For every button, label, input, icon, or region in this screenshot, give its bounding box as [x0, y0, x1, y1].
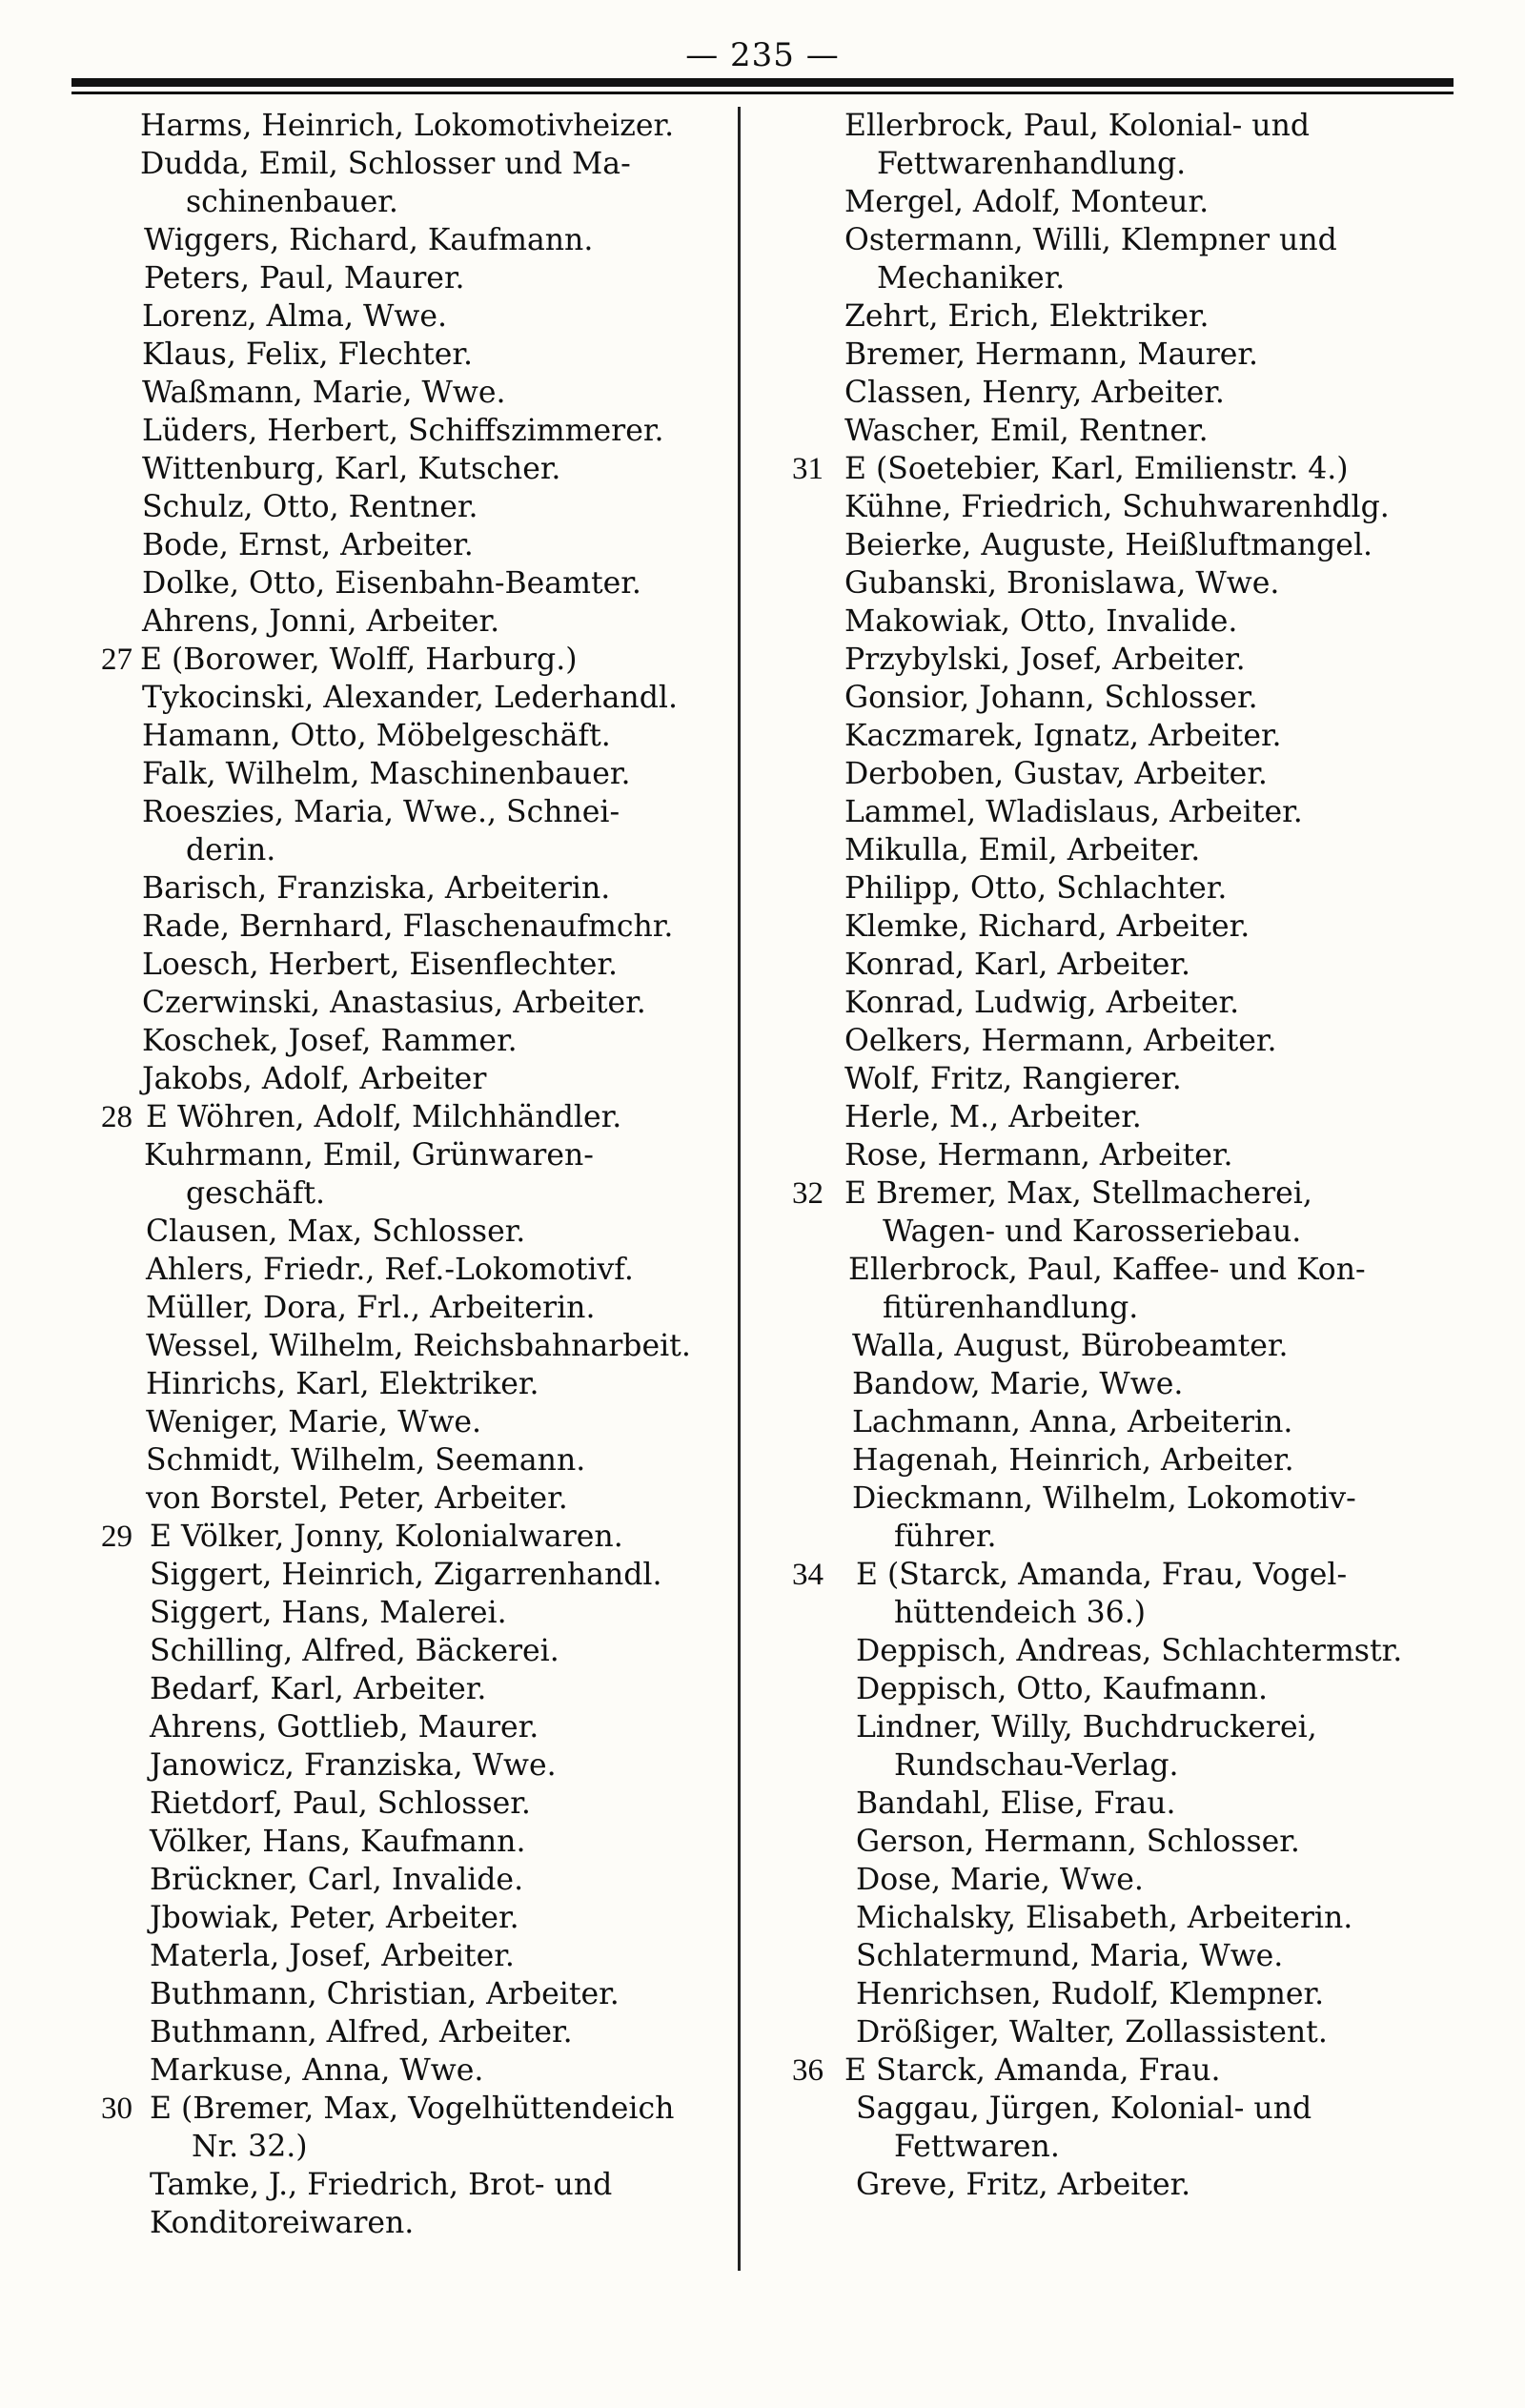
resident-entry: Peters, Paul, Maurer. — [144, 261, 465, 296]
directory-line — [782, 1823, 1439, 1861]
resident-entry: Bode, Ernst, Arbeiter. — [142, 528, 474, 562]
resident-entry: Schulz, Otto, Rentner. — [142, 490, 478, 524]
directory-line — [782, 107, 1439, 145]
directory-line — [782, 2166, 1439, 2204]
directory-line — [91, 1136, 729, 1174]
resident-entry: Lammel, Wladislaus, Arbeiter. — [844, 795, 1303, 829]
resident-entry: Deppisch, Andreas, Schlachtermstr. — [856, 1634, 1403, 1668]
directory-line — [782, 908, 1439, 946]
directory-line — [782, 1861, 1439, 1899]
resident-entry: Ahrens, Gottlieb, Maurer. — [150, 1710, 539, 1745]
resident-entry: Deppisch, Otto, Kaufmann. — [856, 1672, 1269, 1706]
directory-line — [782, 183, 1439, 221]
directory-line — [91, 755, 729, 793]
directory-line — [91, 1899, 729, 1937]
resident-entry: Barisch, Franziska, Arbeiterin. — [142, 871, 611, 906]
resident-entry: hüttendeich 36.) — [894, 1596, 1147, 1630]
resident-entry: Clausen, Max, Schlosser. — [146, 1214, 526, 1249]
directory-line — [91, 679, 729, 717]
resident-entry: Herle, M., Arbeiter. — [844, 1100, 1142, 1134]
resident-entry: Harms, Heinrich, Lokomotivheizer. — [140, 109, 675, 143]
directory-line — [782, 1479, 1439, 1518]
directory-line — [782, 1594, 1439, 1632]
resident-entry: geschäft. — [186, 1176, 326, 1211]
resident-entry: E Wöhren, Adolf, Milchhändler. — [146, 1100, 622, 1134]
directory-line — [782, 1518, 1439, 1556]
directory-line — [91, 1861, 729, 1899]
directory-line — [782, 564, 1439, 602]
resident-entry: Dolke, Otto, Eisenbahn-Beamter. — [142, 566, 641, 601]
resident-entry: E (Starck, Amanda, Frau, Vogel- — [856, 1558, 1348, 1592]
directory-line — [782, 602, 1439, 641]
resident-entry: Zehrt, Erich, Elektriker. — [844, 299, 1210, 334]
directory-line — [91, 1518, 729, 1556]
header-rule-thin — [71, 92, 1454, 94]
directory-line — [91, 1708, 729, 1746]
resident-entry: Jbowiak, Peter, Arbeiter. — [150, 1901, 519, 1935]
resident-entry: Rundschau-Verlag. — [894, 1748, 1179, 1783]
resident-entry: Ostermann, Willi, Klempner und — [844, 223, 1337, 257]
directory-line — [91, 946, 729, 984]
resident-entry: Rose, Hermann, Arbeiter. — [844, 1138, 1233, 1173]
directory-line — [91, 374, 729, 412]
resident-entry: Siggert, Heinrich, Zigarrenhandl. — [150, 1558, 662, 1592]
directory-line — [782, 793, 1439, 831]
resident-entry: Bremer, Hermann, Maurer. — [844, 337, 1259, 372]
directory-line — [782, 679, 1439, 717]
directory-line — [782, 1098, 1439, 1136]
directory-line — [91, 1098, 729, 1136]
resident-entry: Tykocinski, Alexander, Lederhandl. — [142, 681, 678, 715]
resident-entry: derin. — [186, 833, 276, 867]
resident-entry: E Bremer, Max, Stellmacherei, — [844, 1176, 1312, 1211]
directory-line — [782, 1746, 1439, 1785]
resident-entry: Oelkers, Hermann, Arbeiter. — [844, 1024, 1277, 1058]
resident-entry: Loesch, Herbert, Eisenflechter. — [142, 948, 619, 982]
directory-line — [91, 145, 729, 183]
directory-line — [91, 1441, 729, 1479]
resident-entry: Michalsky, Elisabeth, Arbeiterin. — [856, 1901, 1353, 1935]
directory-line — [782, 450, 1439, 488]
resident-entry: Müller, Dora, Frl., Arbeiterin. — [146, 1291, 596, 1325]
resident-entry: E (Bremer, Max, Vogelhüttendeich — [150, 2092, 675, 2126]
resident-entry: Fettwarenhandlung. — [877, 147, 1187, 181]
directory-line — [782, 755, 1439, 793]
directory-line — [91, 1937, 729, 1975]
directory-line — [782, 1632, 1439, 1670]
resident-entry: Hamann, Otto, Möbelgeschäft. — [142, 719, 611, 753]
house-number: 34 — [792, 1558, 824, 1592]
directory-line — [91, 259, 729, 297]
resident-entry: von Borstel, Peter, Arbeiter. — [146, 1481, 568, 1516]
directory-line — [91, 1289, 729, 1327]
house-number: 29 — [101, 1520, 132, 1554]
resident-entry: Völker, Hans, Kaufmann. — [150, 1825, 526, 1859]
directory-line — [782, 336, 1439, 374]
resident-entry: Wessel, Wilhelm, Reichsbahnarbeit. — [146, 1329, 691, 1363]
directory-line — [782, 221, 1439, 259]
directory-line — [782, 1708, 1439, 1746]
resident-entry: Falk, Wilhelm, Maschinenbauer. — [142, 757, 631, 791]
directory-line — [782, 488, 1439, 526]
house-number: 27 — [101, 643, 132, 677]
resident-entry: Walla, August, Bürobeamter. — [852, 1329, 1289, 1363]
directory-line — [782, 259, 1439, 297]
resident-entry: Wagen- und Karosseriebau. — [883, 1214, 1302, 1249]
resident-entry: fitürenhandlung. — [883, 1291, 1139, 1325]
resident-entry: Henrichsen, Rudolf, Klempner. — [856, 1977, 1325, 2011]
resident-entry: Saggau, Jürgen, Kolonial- und — [856, 2092, 1312, 2126]
resident-entry: Klemke, Richard, Arbeiter. — [844, 909, 1250, 944]
directory-line — [91, 1479, 729, 1518]
resident-entry: Bedarf, Karl, Arbeiter. — [150, 1672, 487, 1706]
directory-line — [782, 1899, 1439, 1937]
directory-line — [91, 831, 729, 869]
directory-line — [91, 793, 729, 831]
directory-line — [782, 641, 1439, 679]
resident-entry: Konrad, Ludwig, Arbeiter. — [844, 986, 1240, 1020]
directory-line — [91, 2128, 729, 2166]
resident-entry: Czerwinski, Anastasius, Arbeiter. — [142, 986, 646, 1020]
directory-line — [782, 412, 1439, 450]
resident-entry: Siggert, Hans, Malerei. — [150, 1596, 507, 1630]
resident-entry: Brückner, Carl, Invalide. — [150, 1863, 524, 1897]
directory-line — [91, 221, 729, 259]
directory-line — [91, 183, 729, 221]
directory-line — [91, 2166, 729, 2204]
resident-entry: Fettwaren. — [894, 2130, 1060, 2164]
resident-entry: Kühne, Friedrich, Schuhwarenhdlg. — [844, 490, 1390, 524]
resident-entry: Wascher, Emil, Rentner. — [844, 414, 1209, 448]
resident-entry: Wittenburg, Karl, Kutscher. — [142, 452, 561, 486]
directory-line — [91, 1174, 729, 1213]
resident-entry: Buthmann, Alfred, Arbeiter. — [150, 2015, 573, 2050]
directory-line — [782, 1060, 1439, 1098]
directory-line — [91, 1556, 729, 1594]
directory-line — [91, 450, 729, 488]
directory-line — [782, 717, 1439, 755]
directory-line — [91, 641, 729, 679]
resident-entry: Ellerbrock, Paul, Kolonial- und — [844, 109, 1311, 143]
left-column — [91, 107, 729, 2242]
directory-line — [782, 1441, 1439, 1479]
resident-entry: Dudda, Emil, Schlosser und Ma- — [140, 147, 631, 181]
directory-line — [782, 1251, 1439, 1289]
resident-entry: Weniger, Marie, Wwe. — [146, 1405, 482, 1439]
resident-entry: Lüders, Herbert, Schiffszimmerer. — [142, 414, 664, 448]
directory-line — [91, 717, 729, 755]
directory-line — [91, 1632, 729, 1670]
resident-entry: führer. — [894, 1520, 997, 1554]
resident-entry: Rade, Bernhard, Flaschenaufmchr. — [142, 909, 674, 944]
directory-line — [782, 1556, 1439, 1594]
right-column — [782, 107, 1439, 2204]
resident-entry: Mechaniker. — [877, 261, 1066, 296]
directory-line — [782, 1785, 1439, 1823]
resident-entry: Philipp, Otto, Schlachter. — [844, 871, 1228, 906]
resident-entry: Nr. 32.) — [192, 2130, 308, 2164]
directory-line — [782, 1975, 1439, 2013]
directory-line — [91, 1213, 729, 1251]
resident-entry: schinenbauer. — [186, 185, 398, 219]
resident-entry: Roeszies, Maria, Wwe., Schnei- — [142, 795, 620, 829]
directory-line — [782, 1670, 1439, 1708]
house-number: 28 — [101, 1100, 132, 1134]
directory-line — [91, 297, 729, 336]
directory-line — [91, 1060, 729, 1098]
directory-line — [782, 1365, 1439, 1403]
resident-entry: Klaus, Felix, Flechter. — [142, 337, 473, 372]
resident-entry: Greve, Fritz, Arbeiter. — [856, 2168, 1191, 2202]
directory-line — [91, 2013, 729, 2051]
resident-entry: Schlatermund, Maria, Wwe. — [856, 1939, 1284, 1973]
resident-entry: E Starck, Amanda, Frau. — [844, 2053, 1221, 2088]
resident-entry: Materla, Josef, Arbeiter. — [150, 1939, 515, 1973]
resident-entry: Ahrens, Jonni, Arbeiter. — [142, 604, 500, 639]
directory-line — [782, 831, 1439, 869]
resident-entry: Przybylski, Josef, Arbeiter. — [844, 643, 1246, 677]
directory-line — [91, 488, 729, 526]
resident-entry: Makowiak, Otto, Invalide. — [844, 604, 1238, 639]
directory-line — [91, 602, 729, 641]
resident-entry: Mergel, Adolf, Monteur. — [844, 185, 1210, 219]
resident-entry: Drößiger, Walter, Zollassistent. — [856, 2015, 1328, 2050]
resident-entry: Rietdorf, Paul, Schlosser. — [150, 1786, 531, 1821]
directory-line — [782, 946, 1439, 984]
directory-line — [91, 1251, 729, 1289]
resident-entry: Gonsior, Johann, Schlosser. — [844, 681, 1258, 715]
house-number: 36 — [792, 2053, 824, 2088]
resident-entry: Konrad, Karl, Arbeiter. — [844, 948, 1191, 982]
directory-line — [91, 1327, 729, 1365]
directory-line — [782, 526, 1439, 564]
resident-entry: Schmidt, Wilhelm, Seemann. — [146, 1443, 586, 1478]
resident-entry: Markuse, Anna, Wwe. — [150, 2053, 484, 2088]
directory-line — [91, 412, 729, 450]
directory-line — [782, 2090, 1439, 2128]
directory-line — [91, 526, 729, 564]
directory-line — [782, 374, 1439, 412]
directory-line — [91, 1670, 729, 1708]
directory-line — [91, 1785, 729, 1823]
directory-line — [782, 1136, 1439, 1174]
directory-line — [91, 564, 729, 602]
directory-line — [91, 1594, 729, 1632]
resident-entry: Schilling, Alfred, Bäckerei. — [150, 1634, 559, 1668]
directory-line — [91, 336, 729, 374]
directory-line — [782, 984, 1439, 1022]
house-number: 30 — [101, 2092, 132, 2126]
resident-entry: Tamke, J., Friedrich, Brot- und — [150, 2168, 613, 2202]
resident-entry: Wiggers, Richard, Kaufmann. — [144, 223, 594, 257]
resident-entry: E (Borower, Wolff, Harburg.) — [140, 643, 578, 677]
resident-entry: Koschek, Josef, Rammer. — [142, 1024, 518, 1058]
directory-line — [91, 1975, 729, 2013]
resident-entry: Lindner, Willy, Buchdruckerei, — [856, 1710, 1317, 1745]
resident-entry: Gerson, Hermann, Schlosser. — [856, 1825, 1300, 1859]
resident-entry: Gubanski, Bronislawa, Wwe. — [844, 566, 1280, 601]
resident-entry: Dieckmann, Wilhelm, Lokomotiv- — [852, 1481, 1356, 1516]
page-number: — 235 — — [685, 36, 840, 74]
resident-entry: E (Soetebier, Karl, Emilienstr. 4.) — [844, 452, 1349, 486]
directory-line — [782, 1403, 1439, 1441]
resident-entry: Kaczmarek, Ignatz, Arbeiter. — [844, 719, 1282, 753]
directory-line — [782, 1937, 1439, 1975]
directory-line — [782, 297, 1439, 336]
resident-entry: Janowicz, Franziska, Wwe. — [150, 1748, 557, 1783]
resident-entry: Jakobs, Adolf, Arbeiter — [142, 1062, 487, 1096]
directory-line — [782, 1022, 1439, 1060]
directory-line — [91, 1022, 729, 1060]
directory-line — [91, 984, 729, 1022]
resident-entry: Wolf, Fritz, Rangierer. — [844, 1062, 1182, 1096]
resident-entry: Ahlers, Friedr., Ref.-Lokomotivf. — [146, 1253, 634, 1287]
resident-entry: Bandahl, Elise, Frau. — [856, 1786, 1176, 1821]
resident-entry: Derboben, Gustav, Arbeiter. — [844, 757, 1268, 791]
directory-line — [91, 1823, 729, 1861]
resident-entry: Classen, Henry, Arbeiter. — [844, 376, 1225, 410]
resident-entry: Lorenz, Alma, Wwe. — [142, 299, 447, 334]
resident-entry: Hagenah, Heinrich, Arbeiter. — [852, 1443, 1294, 1478]
directory-line — [782, 2013, 1439, 2051]
resident-entry: Kuhrmann, Emil, Grünwaren- — [144, 1138, 594, 1173]
directory-line — [91, 2204, 729, 2242]
directory-line — [91, 869, 729, 908]
directory-line — [782, 2128, 1439, 2166]
directory-line — [782, 1213, 1439, 1251]
resident-entry: Buthmann, Christian, Arbeiter. — [150, 1977, 620, 2011]
house-number: 31 — [792, 452, 824, 486]
resident-entry: Konditoreiwaren. — [150, 2206, 415, 2240]
directory-line — [91, 1403, 729, 1441]
directory-line — [91, 1746, 729, 1785]
resident-entry: Lachmann, Anna, Arbeiterin. — [852, 1405, 1293, 1439]
directory-line — [91, 908, 729, 946]
directory-line — [782, 869, 1439, 908]
directory-line — [91, 1365, 729, 1403]
directory-line — [782, 1327, 1439, 1365]
house-number: 32 — [792, 1176, 824, 1211]
resident-entry: Waßmann, Marie, Wwe. — [142, 376, 506, 410]
header-rule-thick — [71, 78, 1454, 87]
column-divider — [738, 107, 741, 2271]
resident-entry: Mikulla, Emil, Arbeiter. — [844, 833, 1201, 867]
resident-entry: Dose, Marie, Wwe. — [856, 1863, 1144, 1897]
directory-line — [91, 107, 729, 145]
resident-entry: Hinrichs, Karl, Elektriker. — [146, 1367, 539, 1401]
resident-entry: Bandow, Marie, Wwe. — [852, 1367, 1184, 1401]
resident-entry: E Völker, Jonny, Kolonialwaren. — [150, 1520, 623, 1554]
resident-entry: Beierke, Auguste, Heißluftmangel. — [844, 528, 1373, 562]
directory-line — [91, 2051, 729, 2090]
directory-line — [782, 1289, 1439, 1327]
directory-line — [91, 2090, 729, 2128]
directory-line — [782, 1174, 1439, 1213]
directory-line — [782, 2051, 1439, 2090]
directory-line — [782, 145, 1439, 183]
resident-entry: Ellerbrock, Paul, Kaffee- und Kon- — [848, 1253, 1366, 1287]
